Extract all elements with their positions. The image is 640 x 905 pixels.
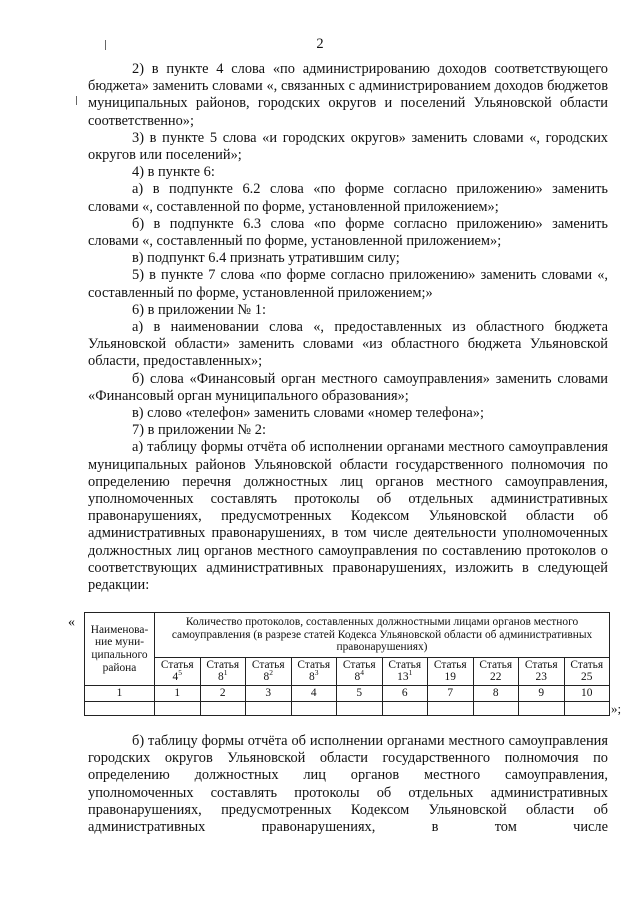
article-number [156, 668, 199, 684]
article-number [338, 668, 381, 684]
paragraph: 5) в пункте 7 слова «по форме согласно приложению» заменить словами «, составленный по форме, установленной приложением;» [88, 267, 608, 301]
empty-cell [337, 701, 383, 715]
article-number [475, 671, 518, 684]
paragraph-b: б) таблицу формы отчёта об исполнении органами местного самоуправления городских округов Ульяновской области государственного полномочия по определению должностных лиц органов местного самоуправления, уполномоченных составлять протоколы об отдельных административных правонарушениях, предусмотренных Кодексом Ульяновской области об административных правонарушениях, в том числе [88, 733, 608, 836]
column-number-cell: 6 [382, 685, 428, 701]
column-number-cell: 1 [155, 685, 201, 701]
protocol-count-header: Количество протоколов, составленных должностными лицами органов местного самоуправления (в разрезе статей Кодекса Ульяновской области об административных правонарушениях) [155, 613, 610, 658]
empty-cell [564, 701, 610, 715]
column-number-cell: 10 [564, 685, 610, 701]
margin-mark-left [76, 96, 77, 105]
page-number: 2 [316, 36, 324, 52]
article-number-main: 8 [218, 671, 224, 684]
article-number-superscript: 2 [269, 668, 273, 678]
empty-cell [291, 701, 337, 715]
article-number [384, 668, 427, 684]
article-number-main: 8 [309, 671, 315, 684]
article-number-main: 8 [263, 671, 270, 684]
article-number-main: 22 [490, 671, 502, 684]
article-number [247, 668, 290, 684]
paragraph: 2) в пункте 4 слова «по администрированию доходов соответствующего бюджета» заменить словами «, связанных с администрированием доходов бюджетов муниципальных районов, городских округов и поселений Ульяновской области соответственно»; [88, 61, 608, 129]
article-number [566, 671, 609, 684]
article-header-cell [337, 657, 383, 685]
article-word: Статья [479, 658, 513, 671]
article-header-cell [428, 657, 474, 685]
paragraph: 3) в пункте 5 слова «и городских округов» заменить словами «, городских округов или поселений»; [88, 129, 608, 164]
column-numbering-row [85, 685, 610, 701]
article-word: Статья [388, 658, 422, 671]
article-number-superscript: 5 [178, 668, 182, 678]
paragraph: в) подпункт 6.4 признать утратившим силу; [132, 250, 400, 267]
empty-cell [155, 701, 201, 715]
paragraph: 4) в пункте 6: [132, 164, 215, 181]
article-header-cell [291, 657, 337, 685]
closing-quote: »; [611, 701, 622, 716]
paragraph: б) слова «Финансовый орган местного самоуправления» заменить словами «Финансовый орган муниципального образования»; [88, 370, 608, 404]
article-word: Статья [206, 658, 240, 671]
article-word: Статья [297, 658, 331, 671]
column-number-cell: 8 [473, 685, 519, 701]
report-table [84, 612, 610, 716]
empty-data-row [85, 701, 610, 715]
empty-cell [382, 701, 428, 715]
article-number-main: 23 [535, 671, 547, 684]
paragraph: в) слово «телефон» заменить словами «номер телефона»; [132, 405, 484, 422]
empty-cell [85, 701, 155, 715]
column-number-cell: 2 [200, 685, 246, 701]
paragraph: 6) в приложении № 1: [132, 301, 266, 318]
article-header-cell [564, 657, 610, 685]
column-number-cell: 7 [428, 685, 474, 701]
paragraph: 7) в приложении № 2: [132, 422, 266, 439]
district-name-header: Наименова-ние муни-ципального района [85, 613, 155, 686]
column-number-cell: 4 [291, 685, 337, 701]
article-number [293, 668, 336, 684]
article-header-cell [519, 657, 565, 685]
article-word: Статья [433, 658, 467, 671]
column-number-cell: 9 [519, 685, 565, 701]
article-number-main: 8 [354, 671, 361, 684]
continuation-text [88, 733, 608, 836]
article-number-superscript: 3 [314, 668, 319, 678]
article-word: Статья [570, 658, 604, 671]
article-header-cell [382, 657, 428, 685]
article-number [520, 671, 563, 684]
column-number-cell: 1 [85, 685, 155, 701]
article-number [429, 671, 472, 684]
article-header-row [85, 657, 610, 685]
article-number-superscript: 1 [223, 668, 228, 678]
body-text [88, 61, 608, 594]
paragraph: б) в подпункте 6.3 слова «по форме согласно приложению» заменить словами «, составленный по форме, установленной приложением»; [88, 215, 608, 250]
paragraph: а) таблицу формы отчёта об исполнении органами местного самоуправления муниципальных районов Ульяновской области государственного полномочия по определению перечня должностных лиц органов местного самоуправления, уполномоченных составлять протоколы об отдельных административных правонарушениях, предусмотренных Кодексом Ульяновской области об административных правонарушениях, в том числе деятельности уполномоченных должностных лиц органов местного самоуправления по составлению протоколов о соответствующих административных правонарушениях, изложить в следующей редакции: [88, 439, 608, 594]
article-word: Статья [524, 658, 558, 671]
article-number-main: 13 [397, 671, 409, 684]
paragraph: а) в подпункте 6.2 слова «по форме согласно приложению» заменить словами «, составленной по форме, установленной приложением»; [88, 181, 608, 215]
article-word: Статья [251, 658, 285, 671]
opening-quote: « [68, 615, 75, 630]
empty-cell [246, 701, 292, 715]
article-number-main: 19 [444, 671, 456, 684]
empty-cell [428, 701, 474, 715]
article-word: Статья [342, 658, 376, 671]
empty-cell [200, 701, 246, 715]
article-header-cell [155, 657, 201, 685]
article-number-main: 25 [581, 671, 593, 684]
article-number-main: 4 [172, 671, 179, 684]
article-number [202, 668, 245, 684]
empty-cell [473, 701, 519, 715]
column-number-cell: 5 [337, 685, 383, 701]
empty-cell [519, 701, 565, 715]
article-header-cell [473, 657, 519, 685]
column-number-cell: 3 [246, 685, 292, 701]
article-number-superscript: 4 [360, 668, 364, 678]
paragraph: а) в наименовании слова «, предоставленных из областного бюджета Ульяновской области» заменить словами «из областного бюджета Ульяновской области, предоставленных»; [88, 319, 608, 370]
article-header-cell [200, 657, 246, 685]
article-number-superscript: 1 [408, 668, 413, 678]
article-word: Статья [160, 658, 194, 671]
article-header-cell [246, 657, 292, 685]
